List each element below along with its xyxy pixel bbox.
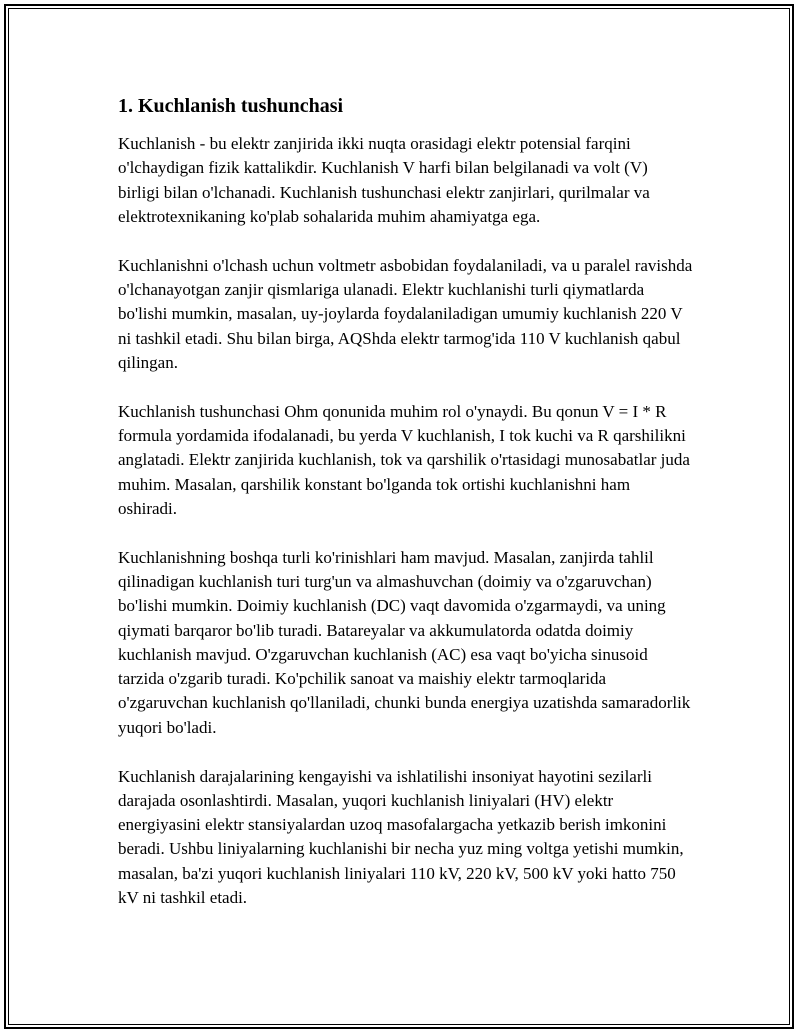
paragraph-definition: Kuchlanish - bu elektr zanjirida ikki nuqta orasidagi elektr potensial farqini o'lchaydigan fizik kattalikdir. Kuchlanish V harfi bilan belgilanadi va volt (V) birligi bilan o'lchanadi. Kuchlanish tushunchasi elektr zanjirlari, qurilmalar va elektrotexnikaning ko'plab sohalarida muhim ahamiyatga ega. — [118, 134, 650, 226]
paragraph-ohm-law: Kuchlanish tushunchasi Ohm qonunida muhim rol o'ynaydi. Bu qonun V = I * R formula yordamida ifodalanadi, bu yerda V kuchlanish, I tok kuchi va R qarshilikni anglatadi. Elektr zanjirida kuchlanish, tok va qarshilik o'rtasidagi munosabatlar juda muhim. Masalan, qarshilik konstant bo'lganda tok ortishi kuchlanishni ham oshiradi. — [118, 401, 690, 518]
paragraph-measurement: Kuchlanishni o'lchash uchun voltmetr asbobidan foydalaniladi, va u paralel ravishda o'lchanayotgan zanjir qismlariga ulanadi. Elektr kuchlanishi turli qiymatlarda bo'lishi mumkin, masalan, uy-joylarda foydalaniladigan umumiy kuchlanish 220 V ni tashkil etadi. Shu bilan birga, AQShda elektr tarmog'ida 110 V kuchlanish qabul qilingan. — [118, 255, 693, 372]
paragraph-dc-ac: Kuchlanishning boshqa turli ko'rinishlari ham mavjud. Masalan, zanjirda tahlil qilinadigan kuchlanish turi turg'un va almashuvchan (doimiy va o'zgaruvchan) bo'lishi mumkin. Doimiy kuchlanish (DC) vaqt davomida o'zgarmaydi, va uning qiymati barqaror bo'lib turadi. Batareyalar va akkumulatorda odatda doimiy kuchlanish mavjud. O'zgaruvchan kuchlanish (AC) esa vaqt bo'yicha sinusoid tarzida o'zgarib turadi. Ko'pchilik sanoat va maishiy elektr tarmoqlarida o'zgaruvchan kuchlanish qo'llaniladi, chunki bunda energiya uzatishda samaradorlik yuqori bo'ladi. — [118, 547, 691, 737]
section-heading: 1. Kuchlanish tushunchasi — [118, 95, 344, 117]
paragraph-high-voltage: Kuchlanish darajalarining kengayishi va ishlatilishi insoniyat hayotini sezilarli darajada osonlashtirdi. Masalan, yuqori kuchlanish liniyalari (HV) elektr energiyasini elektr stansiyalardan uzoq masofalargacha yetkazib berish imkonini beradi. Ushbu liniyalarning kuchlanishi bir necha yuz ming voltga yetishi mumkin, masalan, ba'zi yuqori kuchlanish liniyalari 110 kV, 220 kV, 500 kV yoki hatto 750 kV ni tashkil etadi. — [118, 766, 684, 908]
document-body — [118, 92, 693, 935]
